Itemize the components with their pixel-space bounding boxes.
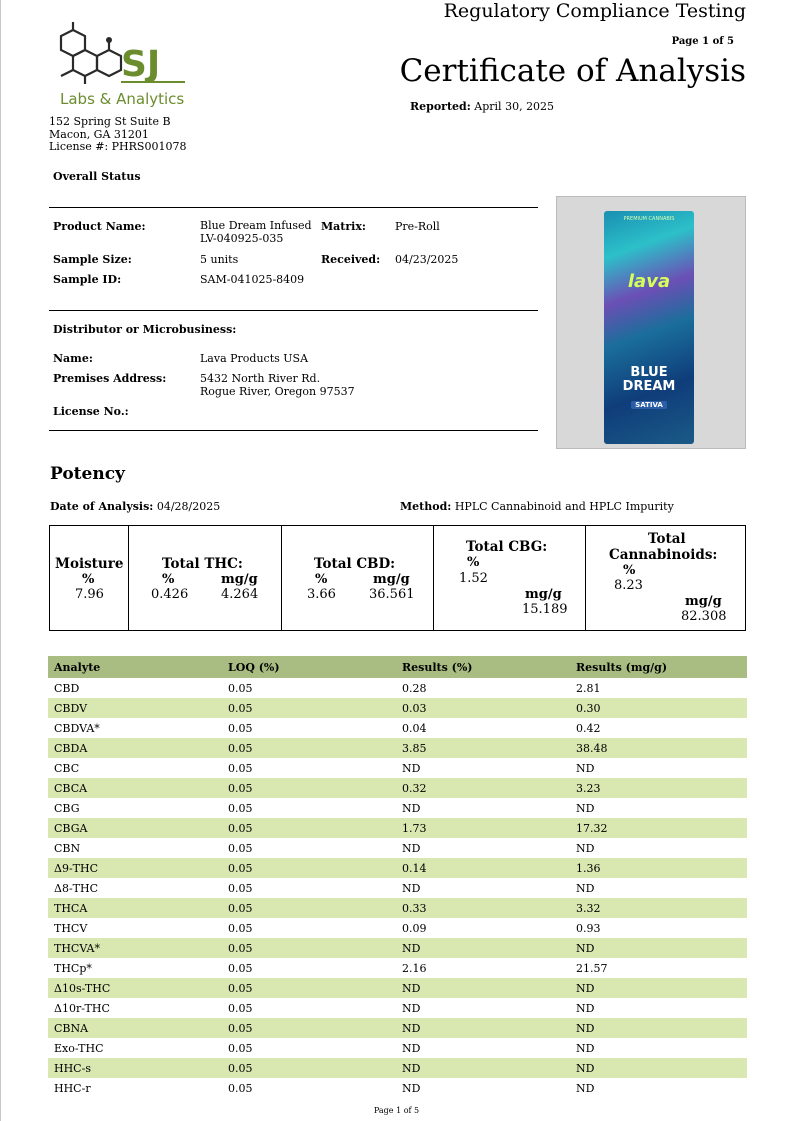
loq-cell: 0.05 [222,778,396,798]
result-mg-cell: 1.36 [570,858,747,878]
result-mg-cell: ND [576,1041,595,1055]
result-mg-cell: ND [576,801,595,815]
result-pct-cell: 0.09 [402,921,427,935]
product-name-label: Product Name: [53,220,146,233]
result-pct-cell: ND [396,978,570,998]
overall-status-label: Overall Status [53,170,141,183]
loq-cell: 0.05 [228,801,253,815]
result-pct-cell: ND [396,1018,570,1038]
result-mg-cell: 21.57 [576,961,608,975]
total-thc-pct-label: % [162,572,175,587]
footer-page-number: Page 1 of 5 [373,1106,420,1115]
summary-moisture [50,526,129,630]
result-mg-cell: ND [570,1058,747,1078]
pouch-product-name [604,366,694,394]
analyte-cell: Δ9-THC [48,858,222,878]
analyte-cell: THCp* [54,961,92,975]
product-name-line1: Blue Dream Infused [200,219,312,232]
total-cannabinoids-pct: 8.23 [614,578,643,593]
pouch-top-text: PREMIUM CANNABIS [623,216,675,222]
total-cbd-mg-label: mg/g [373,572,410,587]
distributor-section-label: Distributor or Microbusiness: [53,323,237,336]
product-pouch [604,211,694,444]
analyte-cell: CBN [54,841,81,855]
received-label: Received: [321,253,381,266]
summary-total-cbd [282,526,434,630]
table-row [48,698,747,718]
premises-label: Premises Address: [53,372,167,385]
loq-cell: 0.05 [228,1081,253,1095]
total-cbg-mg: 15.189 [522,602,568,617]
page-edge [0,0,1,1121]
loq-cell: 0.05 [222,858,396,878]
result-mg-cell: 0.30 [570,698,747,718]
total-cbd-pct: 3.66 [307,587,336,602]
product-photo [556,196,746,449]
premises-line1: 5432 North River Rd. [200,372,321,385]
moisture-pct-label: % [82,572,95,587]
result-pct-cell: 2.16 [402,961,427,975]
result-pct-cell: 0.33 [396,898,570,918]
premises-line2: Rogue River, Oregon 97537 [200,385,355,398]
result-mg-cell: ND [570,978,747,998]
loq-cell: 0.05 [228,961,253,975]
result-mg-cell: 38.48 [570,738,747,758]
loq-cell: 0.05 [228,881,253,895]
total-cbg-mg-label: mg/g [525,587,562,602]
table-row [48,798,747,818]
result-mg-cell: ND [576,1001,595,1015]
total-cannabinoids-mg-label: mg/g [685,594,722,609]
total-cbd-title: Total CBD: [314,556,396,572]
lab-address [49,116,186,154]
summary-total-cannabinoids [586,526,745,630]
table-row [48,1038,747,1058]
analyte-cell: CBDVA* [54,721,100,735]
table-row [48,898,747,918]
loq-cell: 0.05 [228,721,253,735]
result-pct-cell: ND [396,938,570,958]
result-mg-cell: 0.93 [576,921,601,935]
analyte-cell: THCV [54,921,88,935]
result-pct-cell: 0.03 [396,698,570,718]
total-cannabinoids-title-2: Cannabinoids: [609,547,718,563]
analysis-date-label: Date of Analysis: [50,500,154,513]
analysis-date [50,500,220,513]
license-no-label: License No.: [53,405,129,418]
product-name-line2: LV-040925-035 [200,231,284,245]
sample-id-value: SAM-041025-8409 [200,273,305,286]
table-row [48,1058,747,1078]
table-row [48,678,747,698]
page-title: Certificate of Analysis [399,53,746,89]
sample-id-label: Sample ID: [53,273,122,286]
analyte-cell: Δ10s-THC [48,978,222,998]
column-header: Analyte [48,656,222,678]
table-row [48,938,747,958]
total-thc-mg-label: mg/g [221,572,258,587]
total-cbg-pct: 1.52 [459,571,488,586]
result-pct-cell: 0.32 [396,778,570,798]
result-mg-cell: 3.32 [570,898,747,918]
table-row [48,1078,747,1098]
product-name-value [200,220,312,245]
matrix-label: Matrix: [321,220,366,233]
method [400,500,674,513]
loq-cell: 0.05 [222,898,396,918]
loq-cell: 0.05 [222,1018,396,1038]
loq-cell: 0.05 [222,978,396,998]
summary-total-thc [129,526,282,630]
table-row [48,998,747,1018]
result-pct-cell: ND [396,1058,570,1078]
moisture-title: Moisture [55,556,124,572]
analyte-cell: HHC-r [54,1081,91,1095]
table-header-row [48,656,747,678]
column-header: LOQ (%) [222,656,396,678]
lab-license: License #: PHRS001078 [49,140,187,153]
pouch-brand: lava [627,271,671,292]
divider [49,430,538,431]
table-row [48,738,747,758]
table-row [48,978,747,998]
table-row [48,838,747,858]
loq-cell: 0.05 [228,841,253,855]
analyte-cell: CBD [54,681,80,695]
header-top-title: Regulatory Compliance Testing [443,0,746,22]
matrix-value: Pre-Roll [395,220,440,233]
analyte-cell: THCVA* [48,938,222,958]
analyte-table-body [48,678,747,1098]
result-mg-cell: 3.23 [570,778,747,798]
logo-text: Labs & Analytics [60,90,185,108]
result-pct-cell: ND [402,1001,421,1015]
analyte-table [48,656,747,1098]
method-value: HPLC Cannabinoid and HPLC Impurity [454,500,674,513]
total-thc-title: Total THC: [162,556,243,572]
loq-cell: 0.05 [222,938,396,958]
result-pct-cell: ND [402,841,421,855]
analyte-cell: THCA [48,898,222,918]
divider [49,207,538,208]
result-pct-cell: 1.73 [396,818,570,838]
total-cbg-pct-label: % [467,555,480,570]
loq-cell: 0.05 [228,1001,253,1015]
total-cannabinoids-title-1: Total [648,531,686,547]
analyte-cell: CBDA [48,738,222,758]
potency-title: Potency [50,464,125,484]
analyte-cell: Δ10r-THC [54,1001,110,1015]
result-pct-cell: 0.14 [396,858,570,878]
table-row [48,958,747,978]
address-line1: 152 Spring St Suite B [49,115,171,128]
loq-cell: 0.05 [222,1058,396,1078]
reported-label: Reported: [410,100,471,113]
header-page-number: Page 1 of 5 [671,36,734,47]
pouch-strain: SATIVA [631,401,667,409]
analyte-cell: CBGA [48,818,222,838]
result-mg-cell: ND [570,938,747,958]
table-row [48,1018,747,1038]
result-pct-cell: 0.04 [402,721,427,735]
result-pct-cell: ND [402,761,421,775]
loq-cell: 0.05 [228,681,253,695]
logo-letters: SJ [121,44,161,85]
result-mg-cell: ND [576,761,595,775]
distributor-name-label: Name: [53,352,93,365]
loq-cell: 0.05 [228,921,253,935]
table-row [48,718,747,738]
total-cannabinoids-mg: 82.308 [681,609,727,624]
result-mg-cell: ND [576,881,595,895]
result-mg-cell: 17.32 [570,818,747,838]
pouch-name-line1: BLUE [630,365,668,380]
result-pct-cell: ND [402,1041,421,1055]
result-pct-cell: ND [402,801,421,815]
result-pct-cell: ND [402,881,421,895]
table-row [48,858,747,878]
summary-total-cbg [434,526,586,630]
loq-cell: 0.05 [228,1041,253,1055]
analyte-cell: CBDV [48,698,222,718]
divider [49,310,538,311]
total-thc-mg: 4.264 [221,587,259,602]
analyte-cell: CBCA [48,778,222,798]
lab-logo-icon [55,22,190,92]
sample-size-value: 5 units [200,253,239,266]
table-row [48,918,747,938]
analyte-cell: CBG [54,801,80,815]
sample-size-label: Sample Size: [53,253,132,266]
column-header: Results (%) [396,656,570,678]
result-pct-cell: 3.85 [396,738,570,758]
distributor-name-value: Lava Products USA [200,352,309,365]
total-cbd-pct-label: % [315,572,328,587]
loq-cell: 0.05 [222,818,396,838]
total-thc-pct: 0.426 [151,587,189,602]
result-mg-cell: 2.81 [576,681,601,695]
total-cbd-mg: 36.561 [369,587,415,602]
table-row [48,878,747,898]
analyte-cell: HHC-s [48,1058,222,1078]
result-pct-cell: 0.28 [402,681,427,695]
analyte-cell: Exo-THC [54,1041,104,1055]
result-mg-cell: ND [570,1018,747,1038]
result-pct-cell: ND [402,1081,421,1095]
analysis-date-value: 04/28/2025 [156,500,221,513]
loq-cell: 0.05 [222,738,396,758]
moisture-pct: 7.96 [75,587,104,602]
received-value: 04/23/2025 [395,253,459,266]
result-mg-cell: ND [576,841,595,855]
potency-summary [49,525,746,631]
analyte-cell: Δ8-THC [54,881,99,895]
table-row [48,758,747,778]
total-cbg-title: Total CBG: [466,539,548,555]
table-row [48,818,747,838]
reported-date [410,100,554,113]
method-label: Method: [400,500,452,513]
pouch-name-line2: DREAM [622,379,676,394]
analyte-cell: CBC [54,761,80,775]
loq-cell: 0.05 [222,698,396,718]
premises-value [200,372,355,398]
column-header: Results (mg/g) [570,656,747,678]
result-mg-cell: ND [576,1081,595,1095]
address-line2: Macon, GA 31201 [49,127,149,141]
reported-value: April 30, 2025 [474,100,555,113]
result-mg-cell: 0.42 [576,721,601,735]
analyte-cell: CBNA [48,1018,222,1038]
total-cannabinoids-pct-label: % [623,563,636,578]
loq-cell: 0.05 [228,761,253,775]
table-row [48,778,747,798]
